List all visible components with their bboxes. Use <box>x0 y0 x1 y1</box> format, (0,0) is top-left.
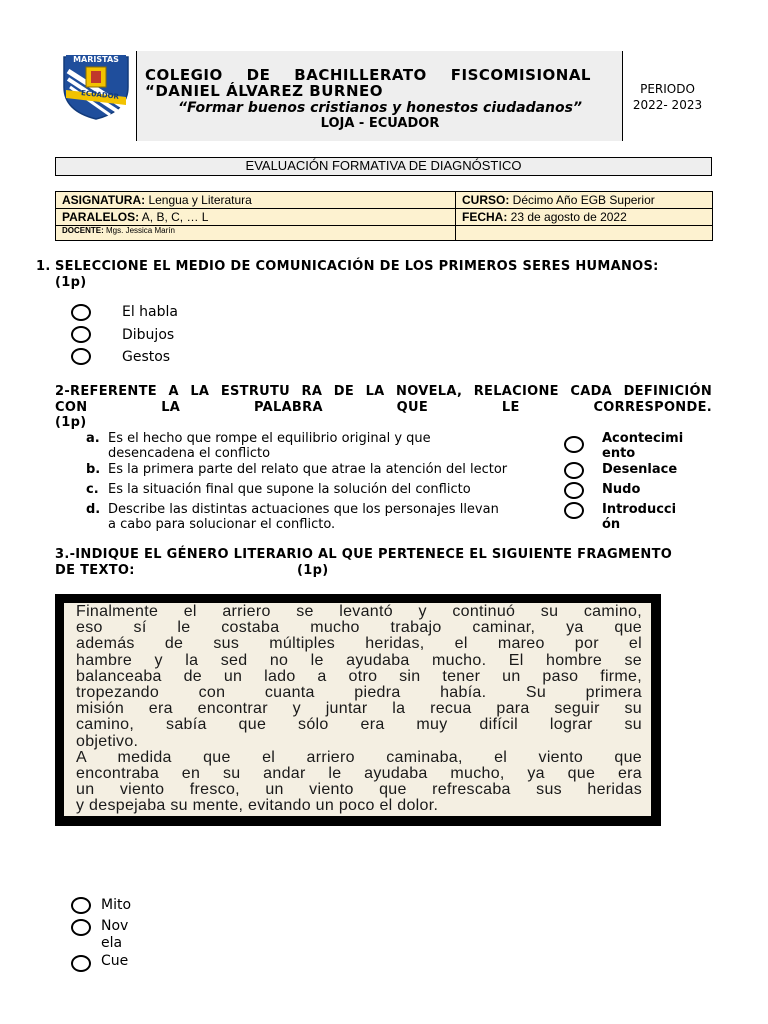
q2-item-text: Es la primera parte del relato que atrae la atención del lector <box>108 462 508 477</box>
q2-item-text <box>108 502 558 532</box>
logo-text-top: MARISTAS <box>66 55 126 64</box>
school-name-line1: COLEGIO DE BACHILLERATO FISCOMISIONAL <box>145 66 591 84</box>
fragment-line: eso sí le costaba mucho trabajo caminar, ya que <box>76 619 642 637</box>
q3-option-radio[interactable] <box>71 897 91 914</box>
docente-label: DOCENTE: <box>62 226 104 235</box>
paralelos-label: PARALELOS: <box>62 210 140 224</box>
q2-item-text-line: a cabo para solucionar el conflicto. <box>108 517 336 532</box>
q1-option-label: Dibujos <box>122 327 175 343</box>
q2-match-word: Nudo <box>602 482 641 497</box>
asignatura-value: Lengua y Literatura <box>145 193 252 207</box>
q2-match-radio[interactable] <box>564 502 584 519</box>
fragment-line: Finalmente el arriero se levantó y continuó su camino, <box>76 603 642 620</box>
curso-label: CURSO: <box>462 193 510 207</box>
q3-text-line2a: DE TEXTO: <box>55 563 135 578</box>
info-row <box>56 226 713 241</box>
fragment-line: A medida que el arriero caminaba, el viento que <box>76 748 642 766</box>
fragment-text <box>76 604 642 815</box>
q2-match-word-line: ón <box>602 517 621 532</box>
q3-option-radio[interactable] <box>71 955 91 972</box>
docente-value: Mgs. Jessica Marín <box>103 226 175 235</box>
fecha-value: 23 de agosto de 2022 <box>507 210 627 224</box>
q1-option-radio[interactable] <box>71 326 91 343</box>
asignatura-cell <box>56 192 456 209</box>
q2-item-text-line: Es el hecho que rompe el equilibrio original y que <box>108 431 431 446</box>
curso-cell <box>456 192 713 209</box>
fragment-line: misión era encontrar y juntar la recua para seguir su <box>76 700 642 718</box>
q2-match-word: Desenlace <box>602 462 678 477</box>
q2-item-text-line: Describe las distintas actuaciones que los personajes llevan <box>108 502 499 517</box>
q2-item-letter: c. <box>86 482 99 497</box>
q2-text-line1: 2-REFERENTE A LA ESTRUTU RA DE LA NOVELA, RELACIONE CADA DEFINICIÓN <box>55 384 712 399</box>
q3-option-label-line: Nov <box>101 918 129 934</box>
fragment-line: tropezando con cuanta piedra había. Su primera <box>76 684 642 702</box>
curso-value: Décimo Año EGB Superior <box>509 193 655 207</box>
q2-match-word-line: Introducci <box>602 502 677 517</box>
fragment-line: hambre y la sed no le ayudaba mucho. El hombre se <box>76 651 642 669</box>
q2-text-line3: (1p) <box>55 415 87 430</box>
q2-match-word <box>602 431 683 461</box>
q1-text-line2: (1p) <box>55 275 87 290</box>
fragment-line: encontraba en su andar le ayudaba mucho, ya que era <box>76 765 642 783</box>
fragment-line: balanceaba de un lado a otro sin tener un paso firme, <box>76 667 642 685</box>
q2-item-text <box>108 431 558 461</box>
school-motto: “Formar buenos cristianos y honestos ciudadanos” <box>177 100 582 116</box>
period-label: PERIODO <box>640 82 695 96</box>
info-row <box>56 209 713 226</box>
fragment-line: un viento fresco, un viento que refrescaba sus heridas <box>76 781 642 799</box>
school-name-line2: “DANIEL ÁLVAREZ BURNEO <box>145 82 383 100</box>
q3-option-label <box>101 918 128 952</box>
q3-text-line1: 3.-INDIQUE EL GÉNERO LITERARIO AL QUE PERTENECE EL SIGUIENTE FRAGMENTO <box>55 547 673 562</box>
q2-item-letter: d. <box>86 502 101 517</box>
q2-text-line2: CON LA PALABRA QUE LE CORRESPONDE. <box>55 400 712 415</box>
logo-text-band: ECUADOR <box>80 89 120 101</box>
paralelos-value: A, B, C, … L <box>139 210 209 224</box>
eval-title: EVALUACIÓN FORMATIVA DE DIAGNÓSTICO <box>245 158 522 173</box>
q1-option-label: El habla <box>122 304 178 320</box>
q2-item-text-line: desencadena el conflicto <box>108 446 271 461</box>
info-row <box>56 192 713 209</box>
school-city: LOJA - ECUADOR <box>320 116 440 131</box>
q3-option-label: Mito <box>101 897 132 913</box>
docente-cell <box>56 226 456 241</box>
empty-cell <box>456 226 713 241</box>
fragment-line: camino, sabía que sólo era muy difícil lograr su <box>76 716 642 734</box>
paralelos-cell <box>56 209 456 226</box>
q2-match-word-line: Acontecimi <box>602 431 684 446</box>
period-cell <box>623 51 712 141</box>
q1-option-radio[interactable] <box>71 348 91 365</box>
fragment-line: además de sus múltiples heridas, el mareo por el <box>76 635 642 653</box>
q2-item-letter: b. <box>86 462 101 477</box>
q3-option-radio[interactable] <box>71 919 91 936</box>
fecha-cell <box>456 209 713 226</box>
fragment-line: y despejaba su mente, evitando un poco el dolor. <box>76 797 439 815</box>
q1-text-line1: SELECCIONE EL MEDIO DE COMUNICACIÓN DE LOS PRIMEROS SERES HUMANOS: <box>55 259 659 274</box>
period-value: 2022- 2023 <box>632 98 703 112</box>
q1-option-radio[interactable] <box>71 304 91 321</box>
q2-match-radio[interactable] <box>564 462 584 479</box>
q1-option-label: Gestos <box>122 349 171 365</box>
q1-number: 1. <box>36 259 51 274</box>
q2-match-word <box>602 502 676 532</box>
q2-match-radio[interactable] <box>564 482 584 499</box>
q2-item-text: Es la situación final que supone la solución del conflicto <box>108 482 471 497</box>
asignatura-label: ASIGNATURA: <box>62 193 146 207</box>
fecha-label: FECHA: <box>462 210 508 224</box>
q3-option-label: Cue <box>101 953 129 969</box>
q2-match-word-line: ento <box>602 446 636 461</box>
q3-text-line2b: (1p) <box>297 563 329 578</box>
fragment-line: objetivo. <box>76 732 139 750</box>
info-table <box>55 191 713 241</box>
q2-match-radio[interactable] <box>564 436 584 453</box>
q3-option-label-line: ela <box>101 935 123 951</box>
q2-item-letter: a. <box>86 431 100 446</box>
